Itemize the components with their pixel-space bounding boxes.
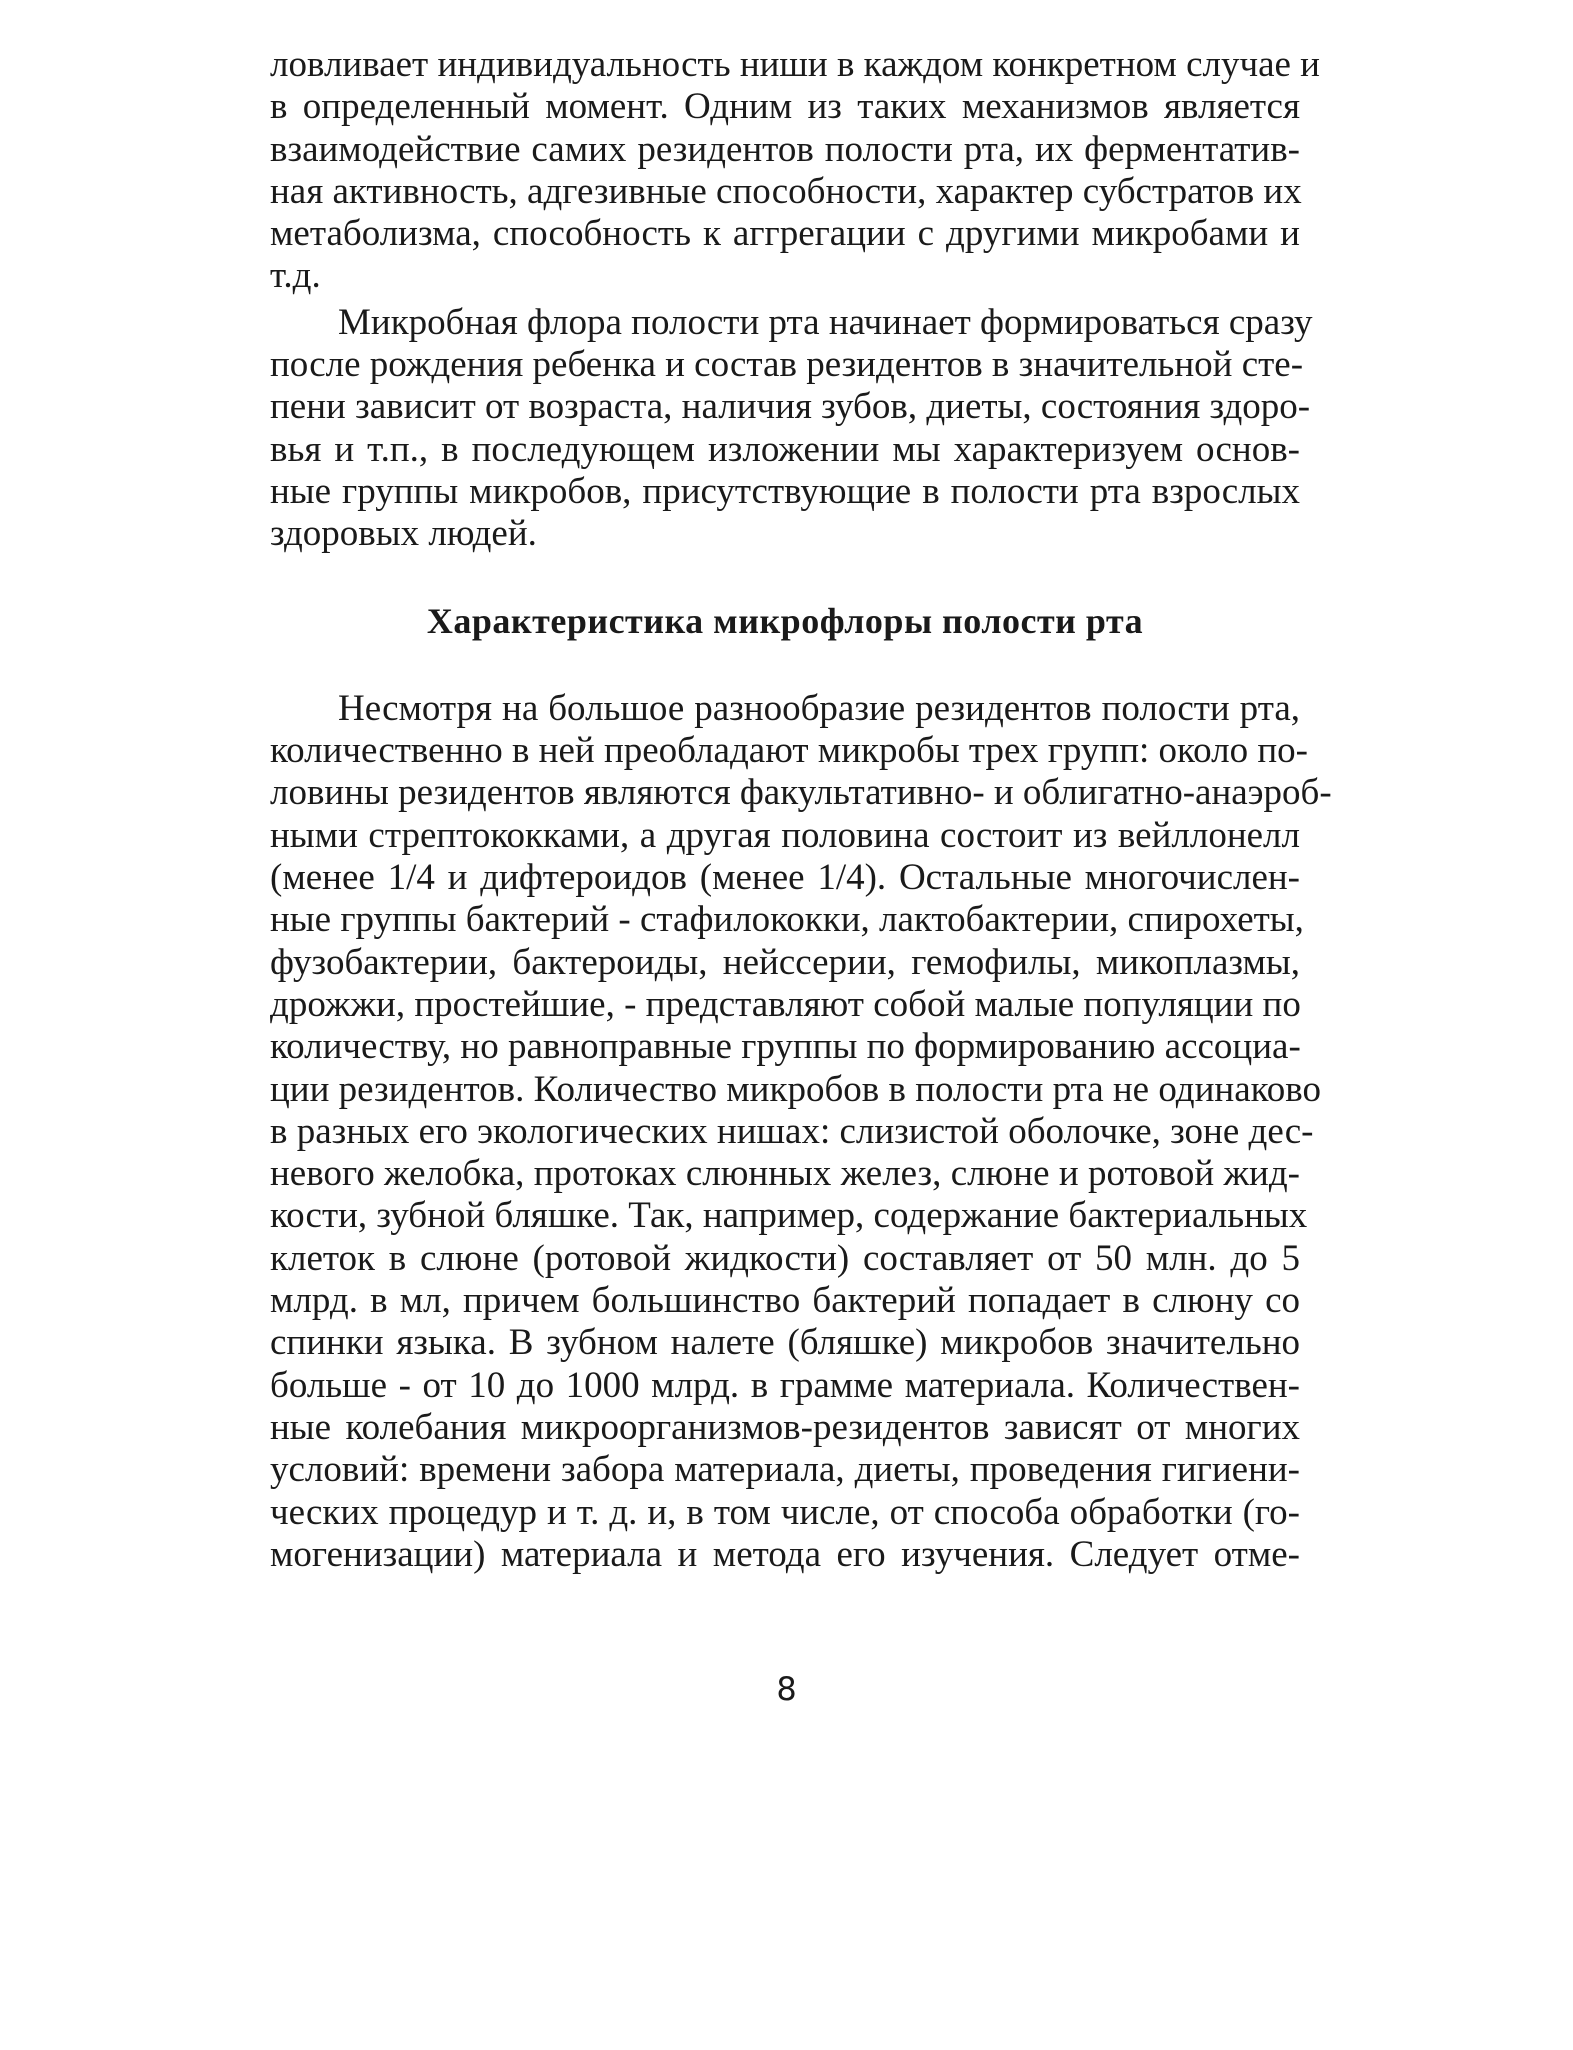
text-line: невого желобка, протоках слюнных желез, слюне и ротовой жид-: [270, 1153, 1300, 1195]
text-line: (менее 1/4 и дифтероидов (менее 1/4). Остальные многочислен-: [270, 857, 1300, 899]
text-line: ными стрептококками, а другая половина состоит из вейллонелл: [270, 814, 1300, 856]
text-line: млрд. в мл, причем большинство бактерий попадает в слюну со: [270, 1280, 1300, 1322]
text-line: т.д.: [270, 255, 321, 297]
text-line: кости, зубной бляшке. Так, например, содержание бактериальных: [270, 1195, 1308, 1237]
text-line: ческих процедур и т. д. и, в том числе, от способа обработки (го-: [270, 1491, 1300, 1533]
text-line: спинки языка. В зубном налете (бляшке) микробов значительно: [270, 1322, 1300, 1364]
page-number: 8: [776, 1670, 797, 1708]
text-line: ная активность, адгезивные способности, характер субстратов их: [270, 170, 1302, 212]
text-line: клеток в слюне (ротовой жидкости) составляет от 50 млн. до 5: [270, 1237, 1300, 1279]
text-line: больше - от 10 до 1000 млрд. в грамме материала. Количествен-: [270, 1364, 1300, 1406]
text-line: фузобактерии, бактероиды, нейссерии, гемофилы, микоплазмы,: [270, 941, 1300, 983]
paragraph-1: [270, 44, 1320, 298]
page-body: [270, 44, 1332, 1576]
text-line: ные группы микробов, присутствующие в полости рта взрослых: [270, 470, 1300, 512]
text-line: здоровых людей.: [270, 513, 537, 555]
paragraph-3: [270, 687, 1332, 1576]
text-line: ные колебания микроорганизмов-резидентов зависят от многих: [270, 1406, 1300, 1448]
text-line: ловливает индивидуальность ниши в каждом конкретном случае и: [270, 44, 1320, 85]
text-line: в разных его экологических нишах: слизистой оболочке, зоне дес-: [270, 1110, 1314, 1152]
text-line: пени зависит от возраста, наличия зубов, диеты, состояния здоро-: [270, 386, 1311, 428]
text-line: количественно в ней преобладают микробы трех групп: около по-: [270, 730, 1308, 772]
text-line: ловины резидентов являются факультативно- и облигатно-анаэроб-: [270, 772, 1332, 814]
text-line: метаболизма, способность к аггрегации с другими микробами и: [270, 213, 1300, 255]
text-line: Микробная флора полости рта начинает формироваться сразу: [338, 301, 1313, 343]
text-line: могенизации) материала и метода его изучения. Следует отме-: [270, 1533, 1300, 1575]
text-line: взаимодействие самих резидентов полости рта, их ферментатив-: [270, 128, 1300, 170]
text-line: дрожжи, простейшие, - представляют собой малые популяции по: [270, 983, 1301, 1025]
text-line: Несмотря на большое разнообразие резидентов полости рта,: [338, 687, 1300, 729]
section-heading: Характеристика микрофлоры полости рта: [426, 600, 1144, 641]
text-line: количеству, но равноправные группы по формированию ассоциа-: [270, 1026, 1301, 1068]
text-line: после рождения ребенка и состав резидентов в значительной сте-: [270, 344, 1304, 386]
text-line: условий: времени забора материала, диеты, проведения гигиени-: [270, 1449, 1300, 1491]
text-line: ные группы бактерий - стафилококки, лактобактерии, спирохеты,: [270, 899, 1304, 941]
text-line: вья и т.п., в последующем изложении мы характеризуем основ-: [270, 428, 1300, 470]
text-line: ции резидентов. Количество микробов в полости рта не одинаково: [270, 1068, 1321, 1110]
text-line: в определенный момент. Одним из таких механизмов является: [270, 86, 1300, 128]
paragraph-2: [270, 301, 1313, 556]
